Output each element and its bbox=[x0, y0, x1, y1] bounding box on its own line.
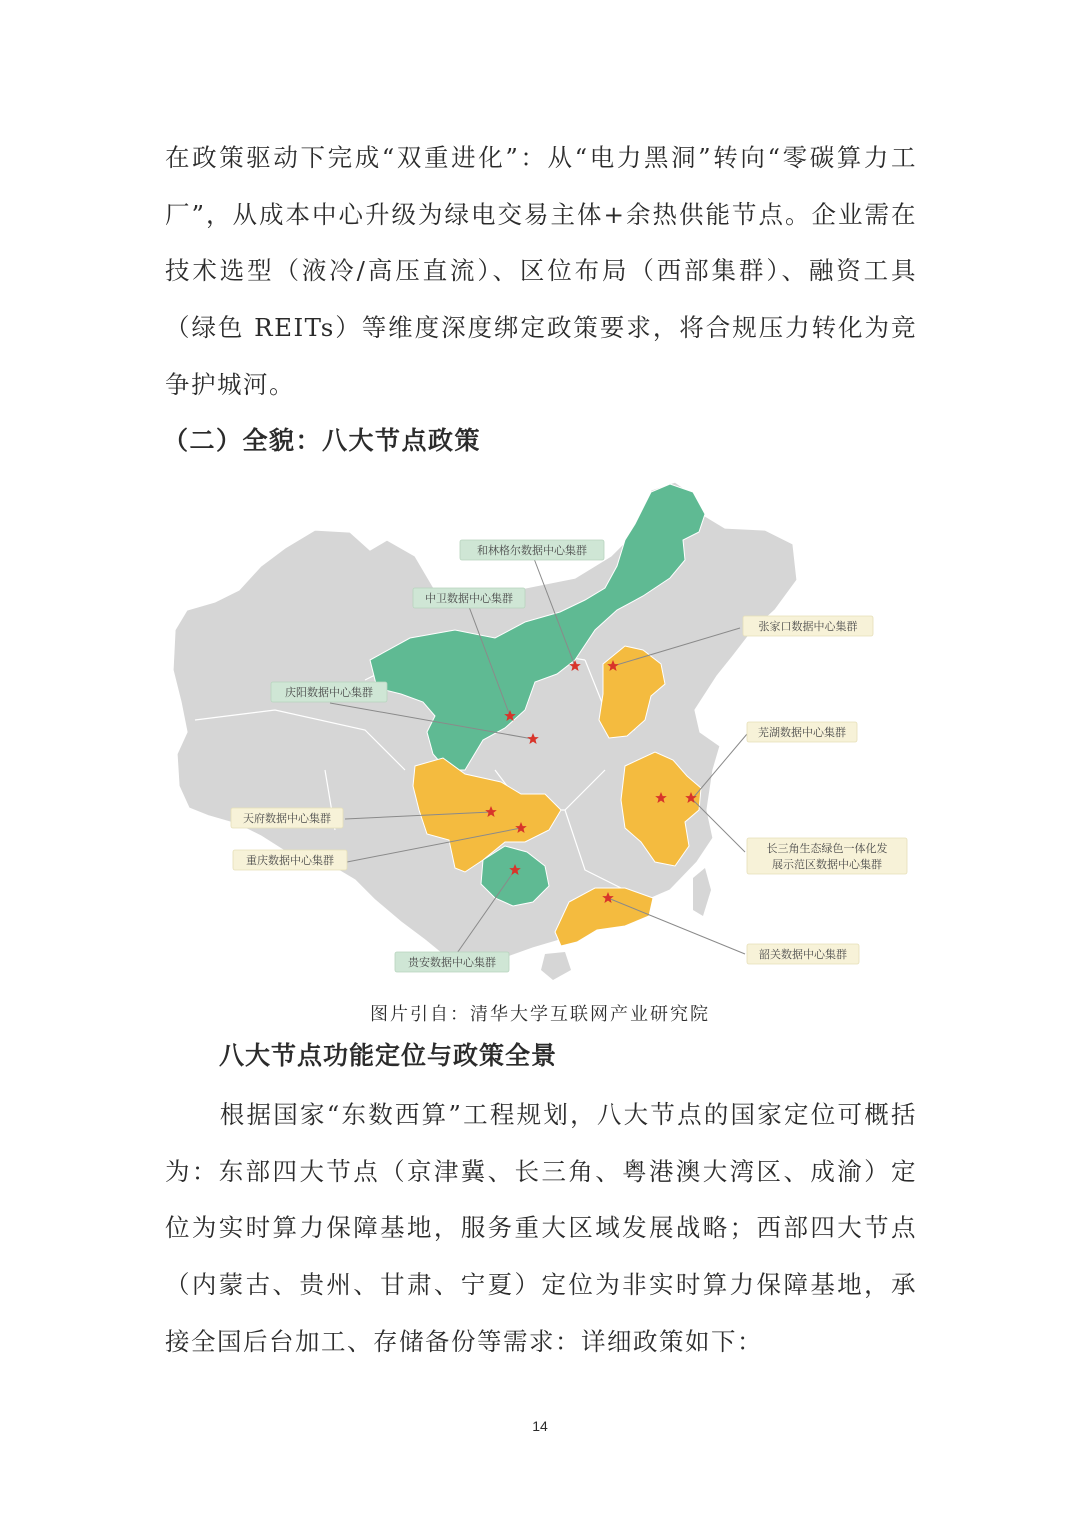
svg-text:贵安数据中心集群: 贵安数据中心集群 bbox=[408, 956, 496, 969]
svg-text:长三角生态绿色一体化发: 长三角生态绿色一体化发 bbox=[766, 842, 888, 855]
figure-caption: 图片引自：清华大学互联网产业研究院 bbox=[370, 1004, 710, 1025]
svg-text:芜湖数据中心集群: 芜湖数据中心集群 bbox=[758, 726, 846, 739]
svg-text:张家口数据中心集群: 张家口数据中心集群 bbox=[758, 620, 858, 633]
svg-text:和林格尔数据中心集群: 和林格尔数据中心集群 bbox=[477, 544, 587, 557]
svg-text:重庆数据中心集群: 重庆数据中心集群 bbox=[246, 854, 334, 867]
svg-text:天府数据中心集群: 天府数据中心集群 bbox=[243, 812, 331, 825]
body-paragraph-1: 在政策驱动下完成“双重进化”：从“电力黑洞”转向“零碳算力工厂”，从成本中心升级为绿电交易主体+余热供能节点。企业需在技术选型（液冷/高压直流）、区位布局（西部集群）、融资工具（绿色 REITs）等维度深度绑定政策要求，将合规压力转化为竞争护城河。 bbox=[165, 143, 917, 399]
section-heading: （二）全貌：八大节点政策 bbox=[163, 426, 482, 455]
label-yangtze-delta bbox=[747, 838, 907, 874]
body-paragraph-2 bbox=[165, 1087, 917, 1371]
page-number: 14 bbox=[532, 1418, 548, 1434]
label-qingyang bbox=[271, 682, 387, 702]
svg-text:韶关数据中心集群: 韶关数据中心集群 bbox=[759, 948, 847, 961]
label-tianfu bbox=[231, 808, 343, 828]
body-paragraph-2-text: 根据国家“东数西算”工程规划，八大节点的国家定位可概括为：东部四大节点（京津冀、长三角、粤港澳大湾区、成渝）定位为实时算力保障基地，服务重大区域发展战略；西部四大节点（内蒙古、贵州、甘肃、宁夏）定位为非实时算力保障基地，承接全国后台加工、存储备份等需求：详细政策如下： bbox=[165, 1100, 917, 1356]
subsection-heading: 八大节点功能定位与政策全景 bbox=[219, 1041, 558, 1070]
label-wuhu bbox=[747, 722, 857, 742]
label-chongqing bbox=[233, 850, 347, 870]
hainan-island bbox=[541, 952, 571, 980]
label-guian bbox=[395, 952, 509, 972]
taiwan-island bbox=[693, 868, 711, 916]
label-shaoguan bbox=[747, 944, 859, 964]
svg-text:展示范区数据中心集群: 展示范区数据中心集群 bbox=[772, 858, 882, 871]
label-zhangjiakou bbox=[743, 616, 873, 636]
label-zhongwei bbox=[413, 588, 525, 608]
label-helingeer bbox=[460, 540, 604, 560]
svg-text:中卫数据中心集群: 中卫数据中心集群 bbox=[425, 592, 513, 605]
svg-text:庆阳数据中心集群: 庆阳数据中心集群 bbox=[285, 686, 373, 699]
china-data-center-map bbox=[165, 470, 915, 990]
